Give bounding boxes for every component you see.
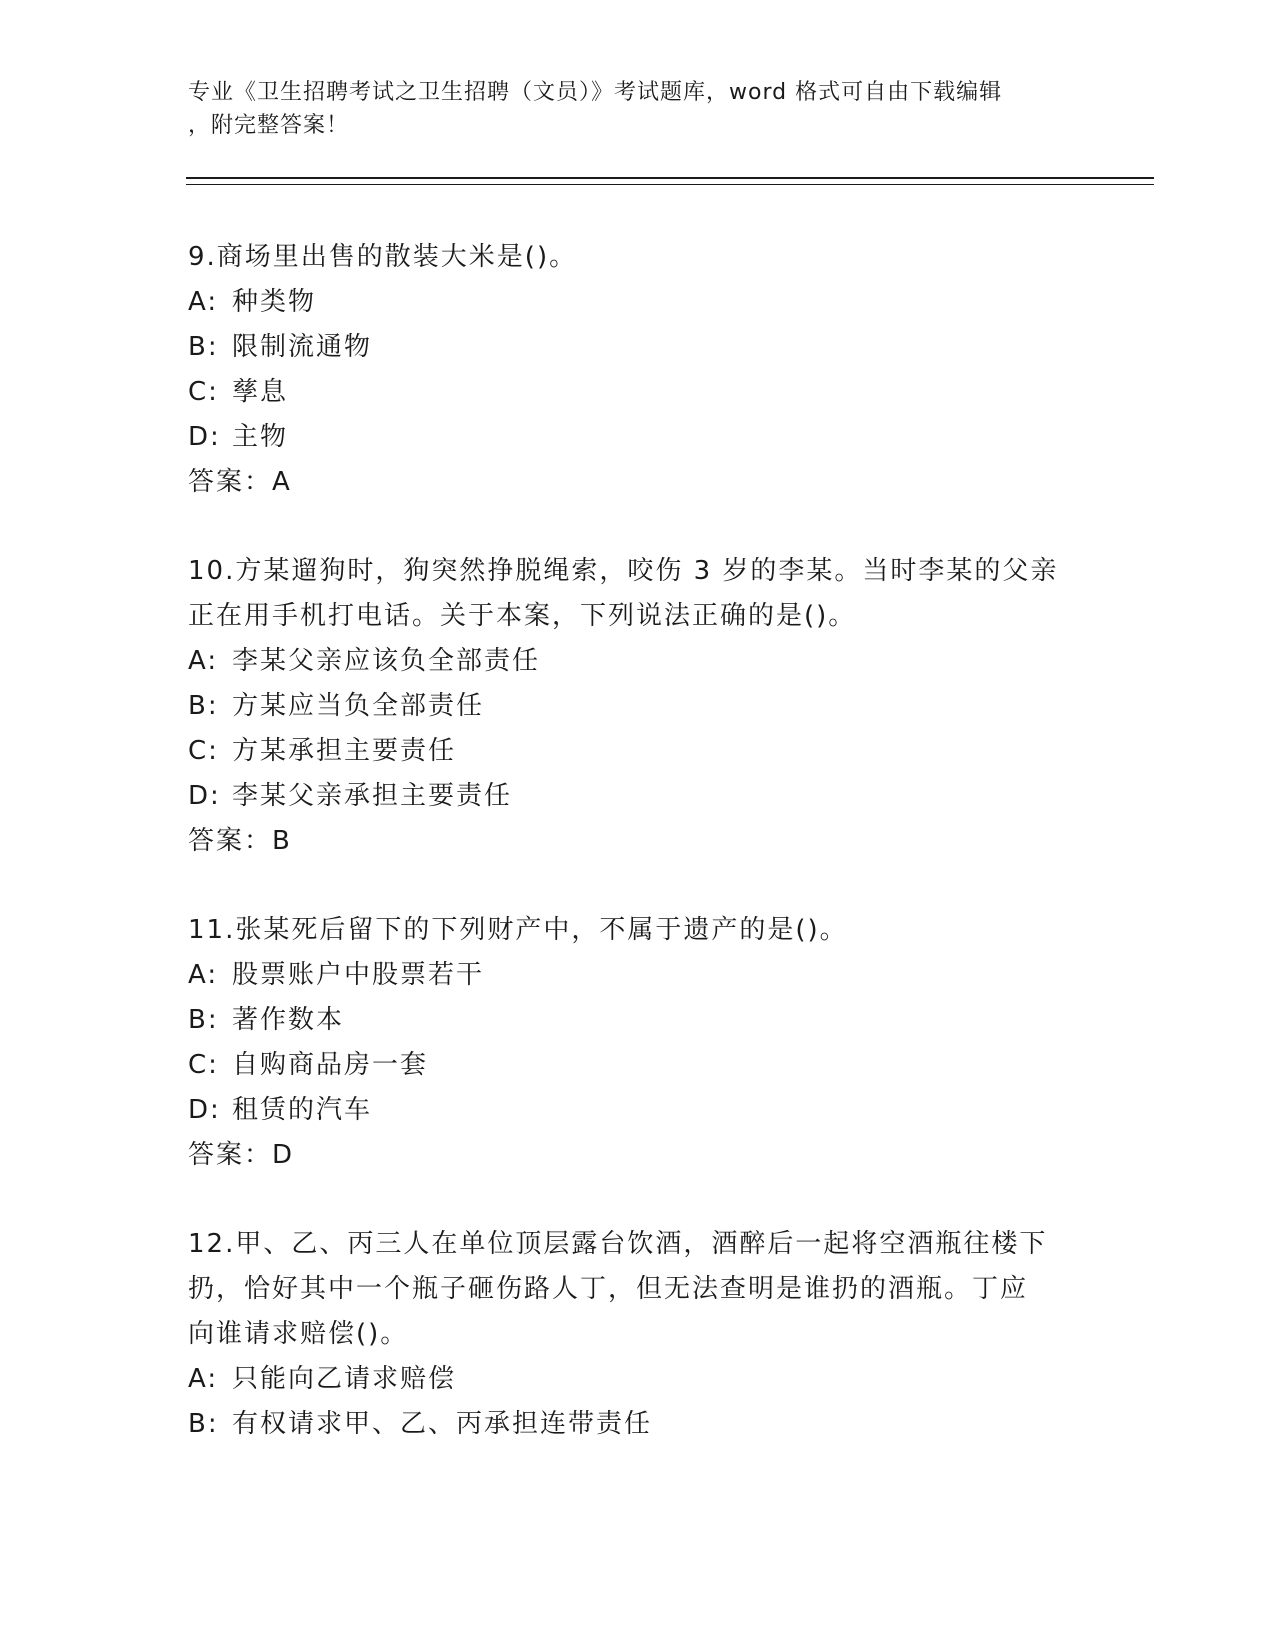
option-key: B:: [188, 1005, 219, 1035]
option-text: 主物: [232, 422, 289, 452]
option-text: 自购商品房一套: [232, 1050, 429, 1080]
answer-option: [188, 325, 1088, 370]
option-key: D:: [188, 422, 221, 452]
option-key: B:: [188, 332, 219, 362]
option-key: D:: [188, 781, 221, 811]
answer-option: [188, 684, 1088, 729]
option-text: 股票账户中股票若干: [232, 960, 485, 990]
header-line-2: ，附完整答案！: [188, 113, 350, 138]
answer-option: [188, 998, 1088, 1043]
answer-option: [188, 280, 1088, 325]
answer-option: [188, 774, 1088, 819]
answer-option: [188, 1357, 1088, 1402]
question-list: [188, 235, 1088, 1491]
option-key: A:: [188, 287, 219, 317]
option-key: A:: [188, 960, 219, 990]
document-header: [188, 76, 1068, 142]
question-stem-line: 10.方某遛狗时，狗突然挣脱绳索，咬伤 3 岁的李某。当时李某的父亲: [188, 556, 1059, 586]
option-text: 种类物: [232, 287, 317, 317]
option-key: C:: [188, 1050, 219, 1080]
answer-option: [188, 415, 1088, 460]
option-text: 方某承担主要责任: [232, 736, 457, 766]
question-stem-line: 扔，恰好其中一个瓶子砸伤路人丁，但无法查明是谁扔的酒瓶。丁应: [188, 1274, 1029, 1304]
answer-line: 答案：A: [188, 467, 292, 497]
answer-line: 答案：D: [188, 1140, 295, 1170]
answer-option: [188, 639, 1088, 684]
option-key: A:: [188, 646, 219, 676]
question-block: [188, 549, 1088, 864]
question-stem-line: 12.甲、乙、丙三人在单位顶层露台饮酒，酒醉后一起将空酒瓶往楼下: [188, 1229, 1048, 1259]
header-divider: [186, 177, 1154, 185]
option-key: D:: [188, 1095, 221, 1125]
question-block: [188, 235, 1088, 505]
option-key: B:: [188, 1409, 219, 1439]
question-stem-line: 向谁请求赔偿()。: [188, 1319, 409, 1349]
option-text: 租赁的汽车: [232, 1095, 373, 1125]
answer-option: [188, 953, 1088, 998]
option-text: 孳息: [232, 377, 289, 407]
option-key: A:: [188, 1364, 219, 1394]
header-line-1: 专业《卫生招聘考试之卫生招聘（文员）》考试题库，word 格式可自由下载编辑: [188, 80, 1003, 105]
answer-option: [188, 1043, 1088, 1088]
option-text: 李某父亲承担主要责任: [232, 781, 513, 811]
option-key: B:: [188, 691, 219, 721]
option-text: 限制流通物: [232, 332, 373, 362]
option-key: C:: [188, 377, 219, 407]
answer-option: [188, 1402, 1088, 1447]
question-stem-line: 11.张某死后留下的下列财产中，不属于遗产的是()。: [188, 915, 848, 945]
answer-option: [188, 370, 1088, 415]
option-text: 方某应当负全部责任: [232, 691, 485, 721]
option-key: C:: [188, 736, 219, 766]
question-stem-line: 正在用手机打电话。关于本案，下列说法正确的是()。: [188, 601, 857, 631]
answer-option: [188, 1088, 1088, 1133]
option-text: 李某父亲应该负全部责任: [232, 646, 541, 676]
question-stem-line: 9.商场里出售的散装大米是()。: [188, 242, 578, 272]
question-block: [188, 1222, 1088, 1447]
option-text: 有权请求甲、乙、丙承担连带责任: [232, 1409, 653, 1439]
option-text: 著作数本: [232, 1005, 345, 1035]
answer-option: [188, 729, 1088, 774]
option-text: 只能向乙请求赔偿: [232, 1364, 457, 1394]
question-block: [188, 908, 1088, 1178]
answer-line: 答案：B: [188, 826, 292, 856]
